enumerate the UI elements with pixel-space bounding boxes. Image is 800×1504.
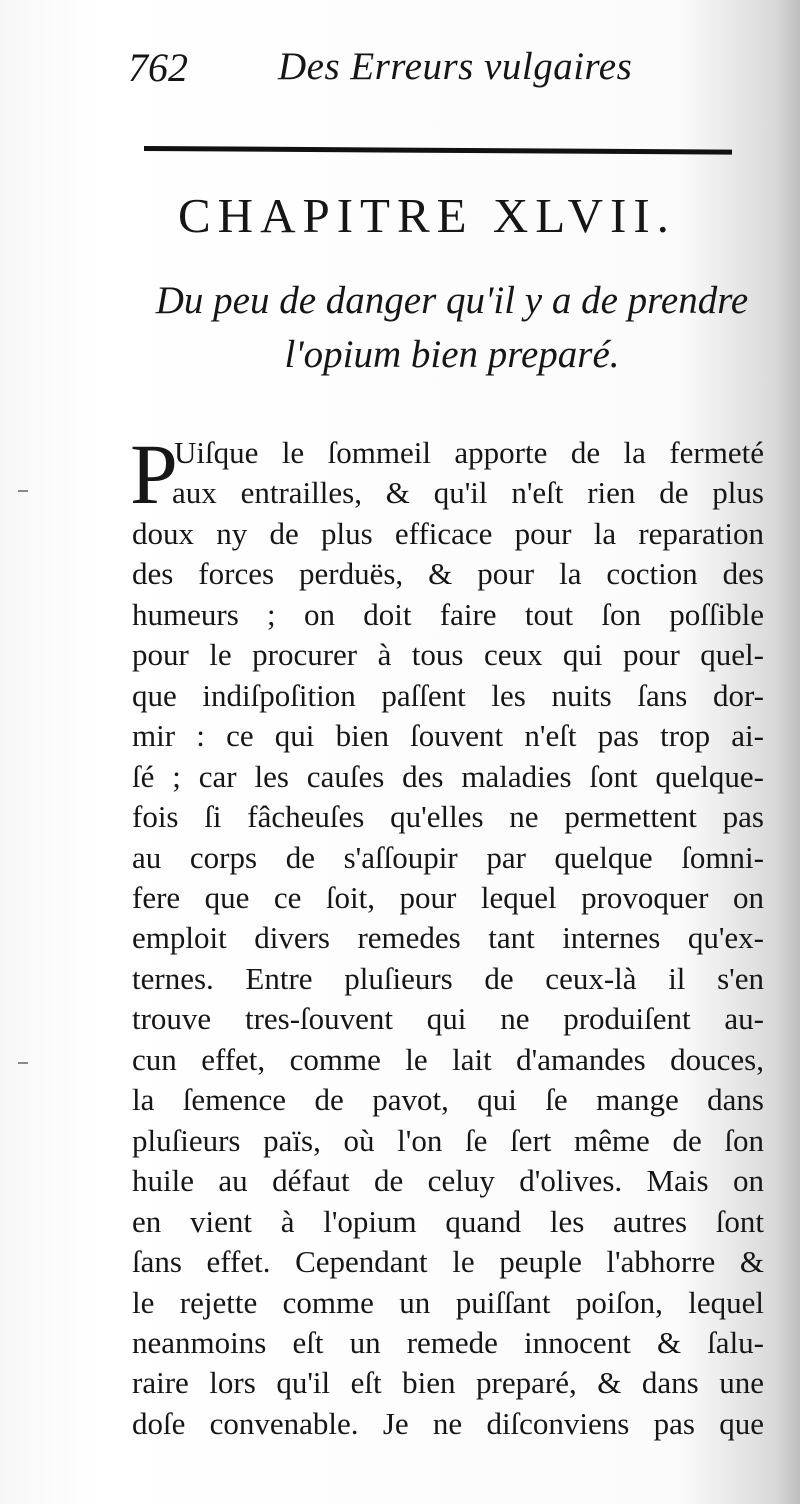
body-line: humeurs ; on doit faire tout ſon poſſible xyxy=(132,596,764,632)
body-line: mir : ce qui bien ſouvent n'eſt pas trop ai- xyxy=(132,718,764,754)
header-rule xyxy=(144,146,732,155)
body-line: pour le procurer à tous ceux qui pour quel- xyxy=(132,637,764,673)
body-line: neanmoins eſt un remede innocent & ſalu- xyxy=(132,1324,764,1360)
running-head xyxy=(128,42,748,102)
body-line: ſans effet. Cependant le peuple l'abhorre & xyxy=(132,1244,764,1280)
margin-mark xyxy=(18,490,28,492)
subtitle-line-1: Du peu de danger qu'il y a de prendre xyxy=(155,279,749,322)
body-line: Uiſque le ſommeil apporte de la fermeté xyxy=(174,435,764,470)
subtitle-line-2: l'opium bien preparé. xyxy=(284,333,620,376)
drop-cap: P xyxy=(130,426,178,522)
body-line: fois ſi fâcheuſes qu'elles ne permettent pas xyxy=(132,799,764,835)
body-line: ſé ; car les cauſes des maladies ſont quelque- xyxy=(132,758,764,794)
running-title: Des Erreurs vulgaires xyxy=(278,45,633,88)
body-line: emploit divers remedes tant internes qu'ex- xyxy=(132,920,764,956)
body-line: aux entrailles, & qu'il n'eſt rien de plus xyxy=(172,475,764,511)
body-line: doux ny de plus efficace pour la reparation xyxy=(132,515,764,551)
page-number: 762 xyxy=(128,45,188,90)
body-line: ternes. Entre pluſieurs de ceux-là il s'en xyxy=(132,960,764,996)
body-line: en vient à l'opium quand les autres ſont xyxy=(132,1203,764,1239)
body-line: des forces perduës, & pour la coction des xyxy=(132,556,764,592)
body-line: que indiſpoſition paſſent les nuits ſans dor- xyxy=(132,677,764,713)
chapter-body-text xyxy=(130,426,764,1478)
body-line: la ſemence de pavot, qui ſe mange dans xyxy=(132,1082,764,1118)
body-line: doſe convenable. Je ne diſconviens pas que xyxy=(132,1405,764,1441)
chapter-title: CHAPITRE XLVII. xyxy=(178,188,676,243)
body-line: pluſieurs païs, où l'on ſe ſert même de ſon xyxy=(132,1122,764,1158)
body-line: au corps de s'aſſoupir par quelque ſomni- xyxy=(132,839,764,875)
body-line: fere que ce ſoit, pour lequel provoquer on xyxy=(132,879,764,915)
body-line: le rejette comme un puiſſant poiſon, lequel xyxy=(132,1284,764,1320)
chapter-subtitle xyxy=(132,274,772,382)
margin-mark xyxy=(18,1062,28,1064)
body-line: huile au défaut de celuy d'olives. Mais on xyxy=(132,1163,764,1199)
body-line: trouve tres-ſouvent qui ne produiſent au- xyxy=(132,1001,764,1037)
body-line: cun effet, comme le lait d'amandes douces, xyxy=(132,1041,764,1077)
body-line: raire lors qu'il eſt bien preparé, & dans une xyxy=(132,1365,764,1401)
